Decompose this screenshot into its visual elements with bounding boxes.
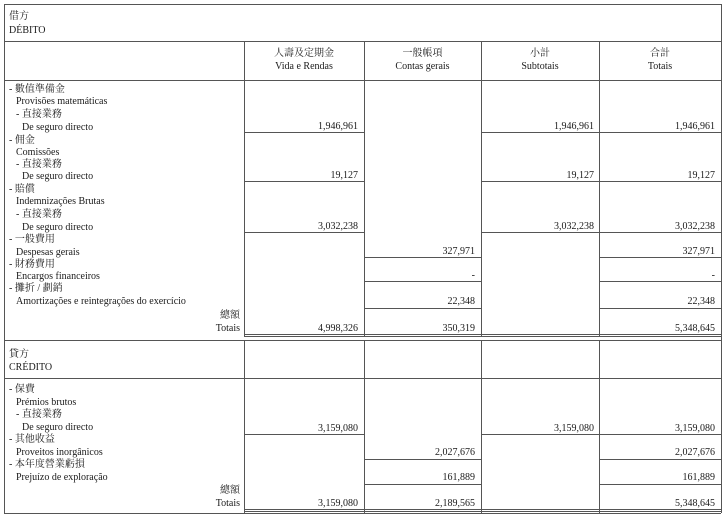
credit-title-divider — [4, 378, 721, 379]
col-line-2-credit — [364, 340, 365, 513]
frame-right — [721, 4, 722, 513]
financial-statement-table — [4, 4, 722, 514]
col-line-2 — [364, 41, 365, 337]
col-header-gerais-zh: 一般帳項 — [402, 48, 443, 59]
debit-title-pt: DÉBITO — [9, 25, 46, 36]
value-cell: 2,027,676 — [675, 447, 715, 458]
value-cell: 3,159,080 — [675, 423, 715, 434]
col-header-sub-zh: 小計 — [530, 48, 550, 59]
total-value: 5,348,645 — [675, 498, 715, 509]
value-cell: - — [711, 270, 715, 281]
value-cell: 1,946,961 — [318, 121, 358, 132]
value-cell: 22,348 — [687, 296, 715, 307]
value-cell: 3,159,080 — [554, 423, 594, 434]
cell-underline — [364, 459, 481, 460]
cell-underline — [364, 308, 481, 309]
total-value: 350,319 — [442, 323, 475, 334]
total-underline-1 — [244, 509, 721, 510]
col-header-tot-pt: Totais — [647, 61, 673, 72]
total-underline-2 — [244, 511, 721, 512]
value-cell: 1,946,961 — [554, 121, 594, 132]
value-cell: 2,027,676 — [435, 447, 475, 458]
row-label: - 攤折 / 劃銷 — [9, 283, 63, 294]
value-cell: 161,889 — [682, 472, 715, 483]
value-cell: 327,971 — [442, 246, 475, 257]
col-line-4 — [599, 41, 600, 337]
row-label: De seguro directo — [22, 171, 94, 182]
total-underline-1 — [244, 334, 721, 335]
value-cell: 19,127 — [330, 170, 358, 181]
row-label: - 保費 — [9, 384, 35, 395]
value-cell: 3,159,080 — [318, 423, 358, 434]
header-divider — [4, 80, 721, 81]
value-cell: 3,032,238 — [675, 221, 715, 232]
row-label: De seguro directo — [22, 422, 94, 433]
section-divider — [4, 340, 721, 341]
frame-top — [4, 4, 721, 5]
row-label: - 一般費用 — [9, 234, 55, 245]
value-cell: 22,348 — [447, 296, 475, 307]
total-value: 5,348,645 — [675, 323, 715, 334]
col-line-1 — [244, 41, 245, 337]
col-header-vida-pt: Vida e Rendas — [275, 61, 333, 72]
value-cell: 327,971 — [682, 246, 715, 257]
total-label-pt: Totais — [215, 498, 240, 509]
row-label: Encargos financeiros — [16, 271, 100, 282]
row-label: - 直接業務 — [16, 209, 62, 220]
value-cell: 3,032,238 — [554, 221, 594, 232]
col-line-3 — [481, 41, 482, 337]
total-label-zh: 總額 — [220, 485, 240, 496]
col-header-sub-pt: Subtotais — [521, 61, 559, 72]
col-header-tot-zh: 合計 — [650, 48, 670, 59]
row-label: - 賠償 — [9, 184, 35, 195]
value-cell: 19,127 — [687, 170, 715, 181]
total-value: 2,189,565 — [435, 498, 475, 509]
total-label-zh: 總額 — [220, 310, 240, 321]
row-label: - 直接業務 — [16, 109, 62, 120]
row-label: Proveitos inorgânicos — [16, 447, 103, 458]
col-header-vida-zh: 人壽及定期金 — [274, 48, 334, 59]
row-label: De seguro directo — [22, 222, 94, 233]
value-cell: 19,127 — [566, 170, 594, 181]
row-label: - 財務費用 — [9, 259, 55, 270]
cell-underline — [599, 459, 721, 460]
row-label: Indemnizações Brutas — [16, 196, 105, 207]
credit-title-pt: CRÉDITO — [9, 362, 53, 373]
row-label: Comissões — [16, 147, 60, 158]
value-cell: - — [471, 270, 475, 281]
row-label: Amortizações e reintegrações do exercício — [16, 296, 186, 307]
row-label: - 本年度營業虧損 — [9, 459, 85, 470]
cell-underline — [599, 308, 721, 309]
total-value: 3,159,080 — [318, 498, 358, 509]
row-label: Prémios brutos — [16, 397, 77, 408]
row-label: - 其他收益 — [9, 434, 55, 445]
row-label: - 佣金 — [9, 135, 35, 146]
cell-underline — [364, 484, 481, 485]
total-value: 4,998,326 — [318, 323, 358, 334]
value-cell: 1,946,961 — [675, 121, 715, 132]
total-label-pt: Totais — [215, 323, 240, 334]
row-label: De seguro directo — [22, 122, 94, 133]
col-header-gerais-pt: Contas gerais — [395, 61, 450, 72]
row-label: Despesas gerais — [16, 247, 80, 258]
frame-bottom — [4, 513, 721, 514]
row-label: - 直接業務 — [16, 409, 62, 420]
total-underline-2 — [244, 336, 721, 337]
debit-title-zh: 借方 — [9, 11, 29, 22]
row-label: - 數值準備金 — [9, 84, 65, 95]
row-label: - 直接業務 — [16, 159, 62, 170]
debit-title-divider — [4, 41, 721, 42]
value-cell: 3,032,238 — [318, 221, 358, 232]
cell-underline — [599, 484, 721, 485]
value-cell: 161,889 — [442, 472, 475, 483]
row-label: Provisões matemáticas — [16, 96, 108, 107]
row-label: Prejuízo de exploração — [16, 472, 108, 483]
credit-title-zh: 貸方 — [9, 349, 29, 360]
